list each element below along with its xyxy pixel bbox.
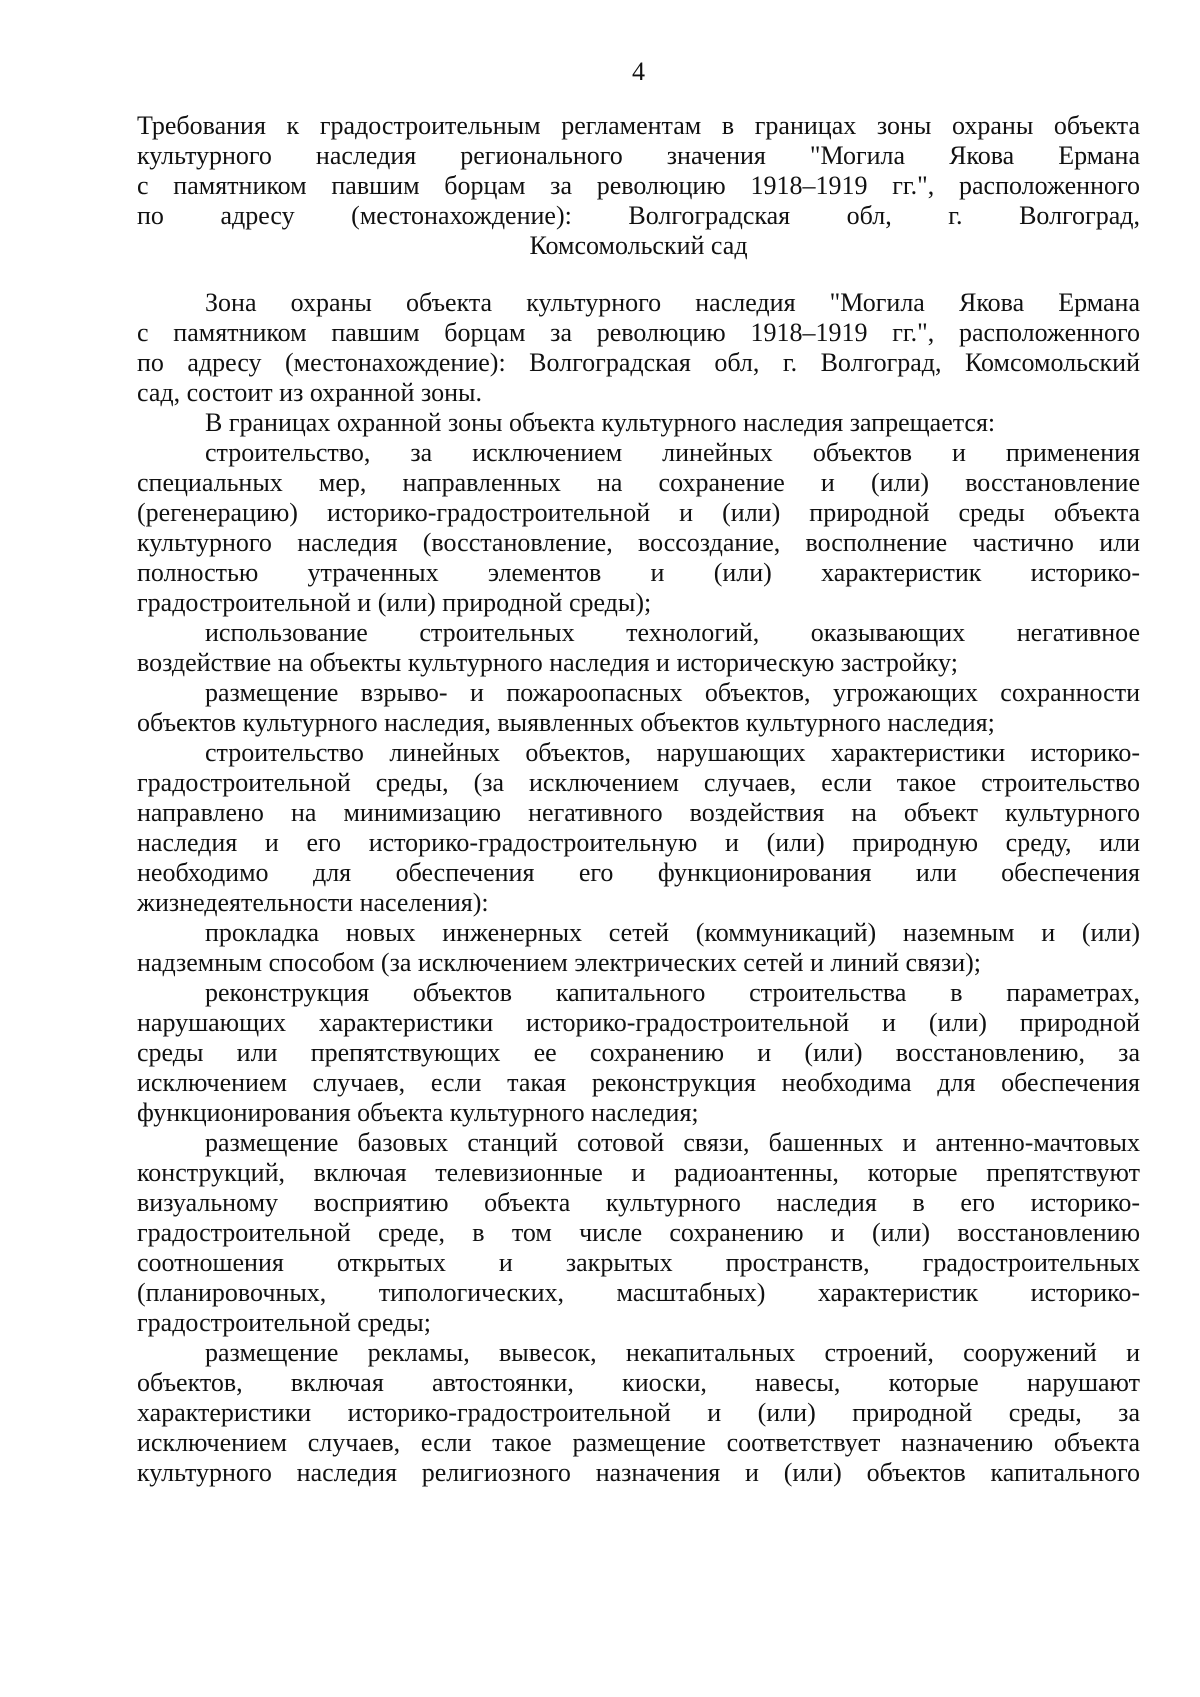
paragraph-line: сад, состоит из охранной зоны.	[137, 378, 482, 407]
paragraph-line: (регенерацию) историко-градостроительной и (или) природной среды объекта	[137, 498, 1140, 527]
page-number: 4	[632, 57, 645, 86]
title-line: Комсомольский сад	[529, 231, 748, 260]
paragraph-line: конструкций, включая телевизионные и радиоантенны, которые препятствуют	[137, 1158, 1140, 1187]
paragraph	[137, 738, 1140, 918]
paragraph-line: градостроительной и (или) природной среды);	[137, 588, 652, 617]
document-body	[137, 288, 1140, 1488]
paragraph-line: (планировочных, типологических, масштабных) характеристик историко-	[137, 1278, 1140, 1307]
paragraph-line: объектов культурного наследия, выявленных объектов культурного наследия;	[137, 708, 995, 737]
paragraph-line: наследия и его историко-градостроительную и (или) природную среду, или	[137, 828, 1140, 857]
paragraph-line: воздействие на объекты культурного наследия и историческую застройку;	[137, 648, 958, 677]
paragraph-line: реконструкция объектов капитального строительства в параметрах,	[205, 978, 1140, 1007]
document-title	[137, 111, 1140, 261]
paragraph-line: направлено на минимизацию негативного воздействия на объект культурного	[137, 798, 1140, 827]
paragraph-line: необходимо для обеспечения его функционирования или обеспечения	[137, 858, 1140, 887]
title-line: с памятником павшим борцам за революцию 1918–1919 гг.", расположенного	[137, 171, 1140, 200]
paragraph-line: культурного наследия религиозного назначения и (или) объектов капитального	[137, 1458, 1140, 1487]
paragraph-line: прокладка новых инженерных сетей (коммуникаций) наземным и (или)	[205, 918, 1140, 947]
paragraph-line: по адресу (местонахождение): Волгоградская обл, г. Волгоград, Комсомольский	[137, 348, 1140, 377]
paragraph-line: соотношения открытых и закрытых пространств, градостроительных	[137, 1248, 1140, 1277]
paragraph-line: градостроительной среды, (за исключением случаев, если такое строительство	[137, 768, 1140, 797]
paragraph-line: характеристики историко-градостроительной и (или) природной среды, за	[137, 1398, 1140, 1427]
paragraph	[137, 408, 1140, 438]
paragraph-line: градостроительной среде, в том числе сохранению и (или) восстановлению	[137, 1218, 1140, 1247]
paragraph-line: размещение рекламы, вывесок, некапитальных строений, сооружений и	[205, 1338, 1140, 1367]
paragraph-line: строительство линейных объектов, нарушающих характеристики историко-	[205, 738, 1140, 767]
paragraph-line: нарушающих характеристики историко-градостроительной и (или) природной	[137, 1008, 1140, 1037]
paragraph-line: культурного наследия (восстановление, воссоздание, восполнение частично или	[137, 528, 1140, 557]
title-line: культурного наследия регионального значения "Могила Якова Ермана	[137, 141, 1140, 170]
paragraph-line: объектов, включая автостоянки, киоски, навесы, которые нарушают	[137, 1368, 1140, 1397]
paragraph-line: исключением случаев, если такая реконструкция необходима для обеспечения	[137, 1068, 1140, 1097]
paragraph	[137, 438, 1140, 618]
paragraph-line: с памятником павшим борцам за революцию 1918–1919 гг.", расположенного	[137, 318, 1140, 347]
title-line: Требования к градостроительным регламентам в границах зоны охраны объекта	[137, 111, 1140, 140]
paragraph-line: строительство, за исключением линейных объектов и применения	[205, 438, 1140, 467]
paragraph	[137, 1128, 1140, 1338]
paragraph-line: функционирования объекта культурного наследия;	[137, 1098, 699, 1127]
paragraph	[137, 978, 1140, 1128]
paragraph-line: размещение базовых станций сотовой связи, башенных и антенно-мачтовых	[205, 1128, 1140, 1157]
paragraph-line: В границах охранной зоны объекта культурного наследия запрещается:	[205, 408, 996, 437]
paragraph-line: полностью утраченных элементов и (или) характеристик историко-	[137, 558, 1140, 587]
paragraph	[137, 678, 1140, 738]
paragraph-line: надземным способом (за исключением электрических сетей и линий связи);	[137, 948, 982, 977]
paragraph	[137, 1338, 1140, 1488]
paragraph-line: специальных мер, направленных на сохранение и (или) восстановление	[137, 468, 1140, 497]
paragraph	[137, 918, 1140, 978]
paragraph-line: градостроительной среды;	[137, 1308, 431, 1337]
paragraph-line: визуальному восприятию объекта культурного наследия в его историко-	[137, 1188, 1140, 1217]
paragraph-line: Зона охраны объекта культурного наследия "Могила Якова Ермана	[205, 288, 1140, 317]
paragraph	[137, 618, 1140, 678]
paragraph	[137, 288, 1140, 408]
title-line: по адресу (местонахождение): Волгоградская обл, г. Волгоград,	[137, 201, 1140, 230]
paragraph-line: среды или препятствующих ее сохранению и (или) восстановлению, за	[137, 1038, 1140, 1067]
paragraph-line: жизнедеятельности населения):	[137, 888, 489, 917]
paragraph-line: размещение взрыво- и пожароопасных объектов, угрожающих сохранности	[205, 678, 1140, 707]
paragraph-line: использование строительных технологий, оказывающих негативное	[205, 618, 1140, 647]
paragraph-line: исключением случаев, если такое размещение соответствует назначению объекта	[137, 1428, 1140, 1457]
